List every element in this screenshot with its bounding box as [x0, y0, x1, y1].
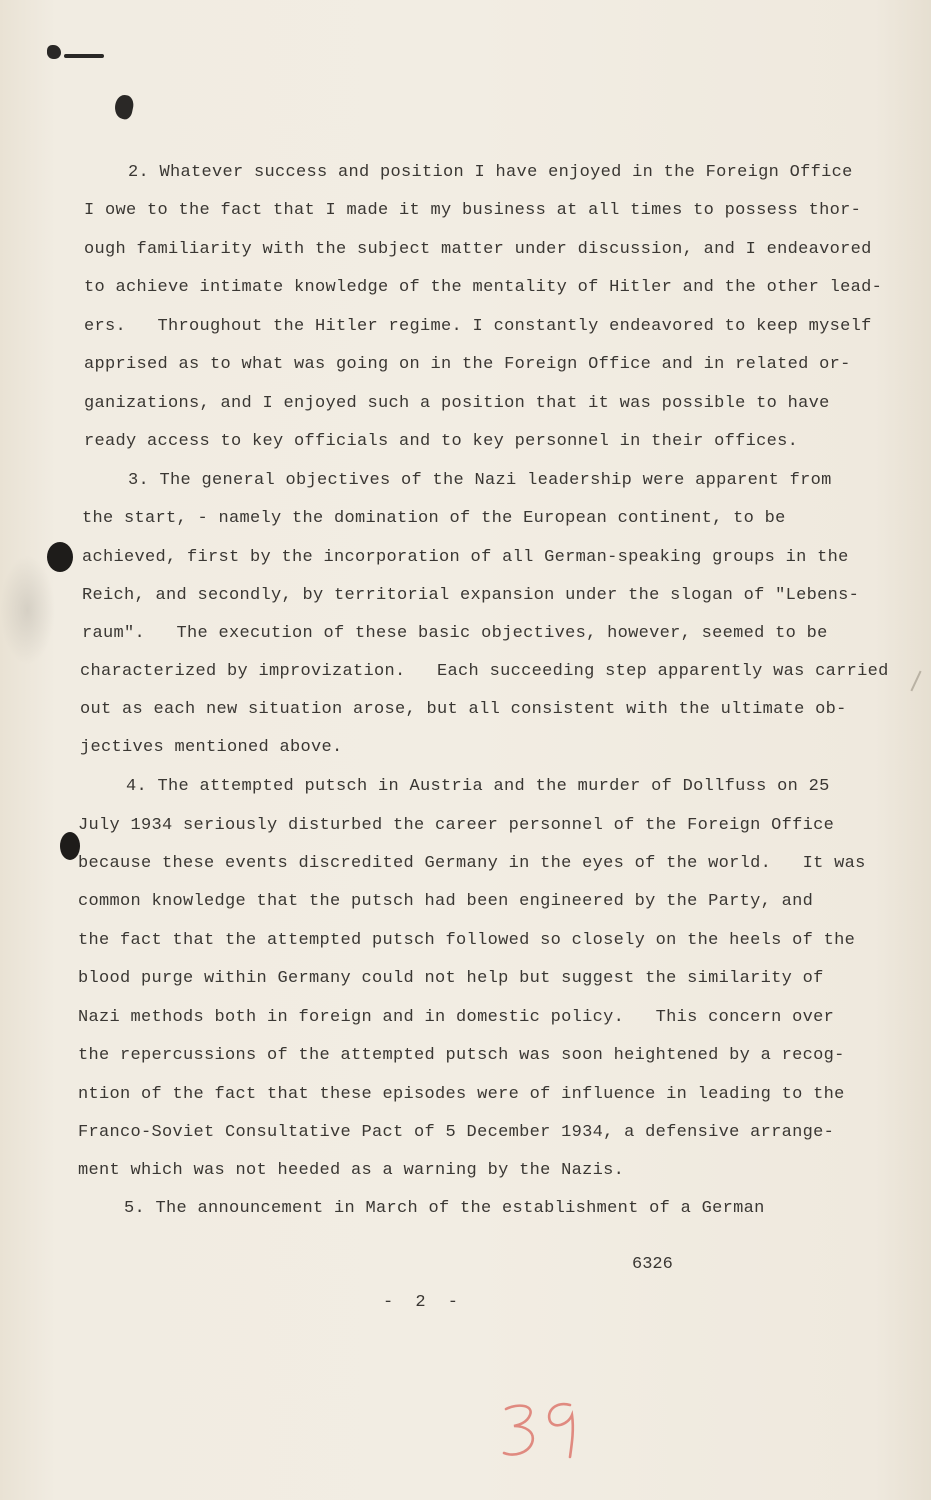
ink-dash — [64, 54, 104, 58]
text-line: 5. The announcement in March of the establishment of a German — [124, 1199, 765, 1218]
text-line: jectives mentioned above. — [80, 738, 343, 757]
handwritten-page-number — [500, 1395, 590, 1465]
page-number: - 2 - — [383, 1293, 465, 1312]
text-line: common knowledge that the putsch had been engineered by the Party, and — [78, 892, 814, 911]
pencil-mark — [910, 671, 921, 692]
text-line: the repercussions of the attempted putsch was soon heightened by a recog- — [78, 1046, 845, 1065]
text-line: blood purge within Germany could not help but suggest the similarity of — [78, 969, 824, 988]
text-line: ntion of the fact that these episodes were of influence in leading to the — [78, 1085, 845, 1104]
text-line: ough familiarity with the subject matter under discussion, and I endeavored — [84, 240, 872, 259]
text-line: because these events discredited Germany in the eyes of the world. It was — [78, 854, 866, 873]
text-line: to achieve intimate knowledge of the mentality of Hitler and the other lead- — [84, 278, 883, 297]
document-number: 6326 — [632, 1255, 673, 1274]
text-line: ready access to key officials and to key personnel in their offices. — [84, 432, 799, 451]
text-line: ganizations, and I enjoyed such a position that it was possible to have — [84, 394, 830, 413]
text-line: I owe to the fact that I made it my business at all times to possess thor- — [84, 201, 862, 220]
ink-blot — [47, 45, 61, 59]
punch-hole — [47, 542, 73, 572]
text-line: 4. The attempted putsch in Austria and the murder of Dollfuss on 25 — [126, 777, 830, 796]
text-line: Reich, and secondly, by territorial expansion under the slogan of "Lebens- — [82, 586, 860, 605]
ink-blot — [113, 93, 136, 120]
text-line: the start, - namely the domination of the European continent, to be — [82, 509, 786, 528]
text-line: 3. The general objectives of the Nazi leadership were apparent from — [128, 471, 832, 490]
text-line: July 1934 seriously disturbed the career personnel of the Foreign Office — [78, 816, 835, 835]
text-line: apprised as to what was going on in the Foreign Office and in related or- — [84, 355, 851, 374]
paper-smudge — [0, 555, 55, 665]
text-line: out as each new situation arose, but all consistent with the ultimate ob- — [80, 700, 847, 719]
text-line: raum". The execution of these basic objectives, however, seemed to be — [82, 624, 828, 643]
text-line: the fact that the attempted putsch followed so closely on the heels of the — [78, 931, 856, 950]
punch-hole — [60, 832, 80, 860]
text-line: ment which was not heeded as a warning by the Nazis. — [78, 1161, 625, 1180]
text-line: characterized by improvization. Each succeeding step apparently was carried — [80, 662, 889, 681]
text-line: achieved, first by the incorporation of all German-speaking groups in the — [82, 548, 849, 567]
text-line: 2. Whatever success and position I have enjoyed in the Foreign Office — [128, 163, 853, 182]
text-line: Nazi methods both in foreign and in domestic policy. This concern over — [78, 1008, 835, 1027]
text-line: Franco-Soviet Consultative Pact of 5 December 1934, a defensive arrange- — [78, 1123, 835, 1142]
text-line: ers. Throughout the Hitler regime. I constantly endeavored to keep myself — [84, 317, 872, 336]
